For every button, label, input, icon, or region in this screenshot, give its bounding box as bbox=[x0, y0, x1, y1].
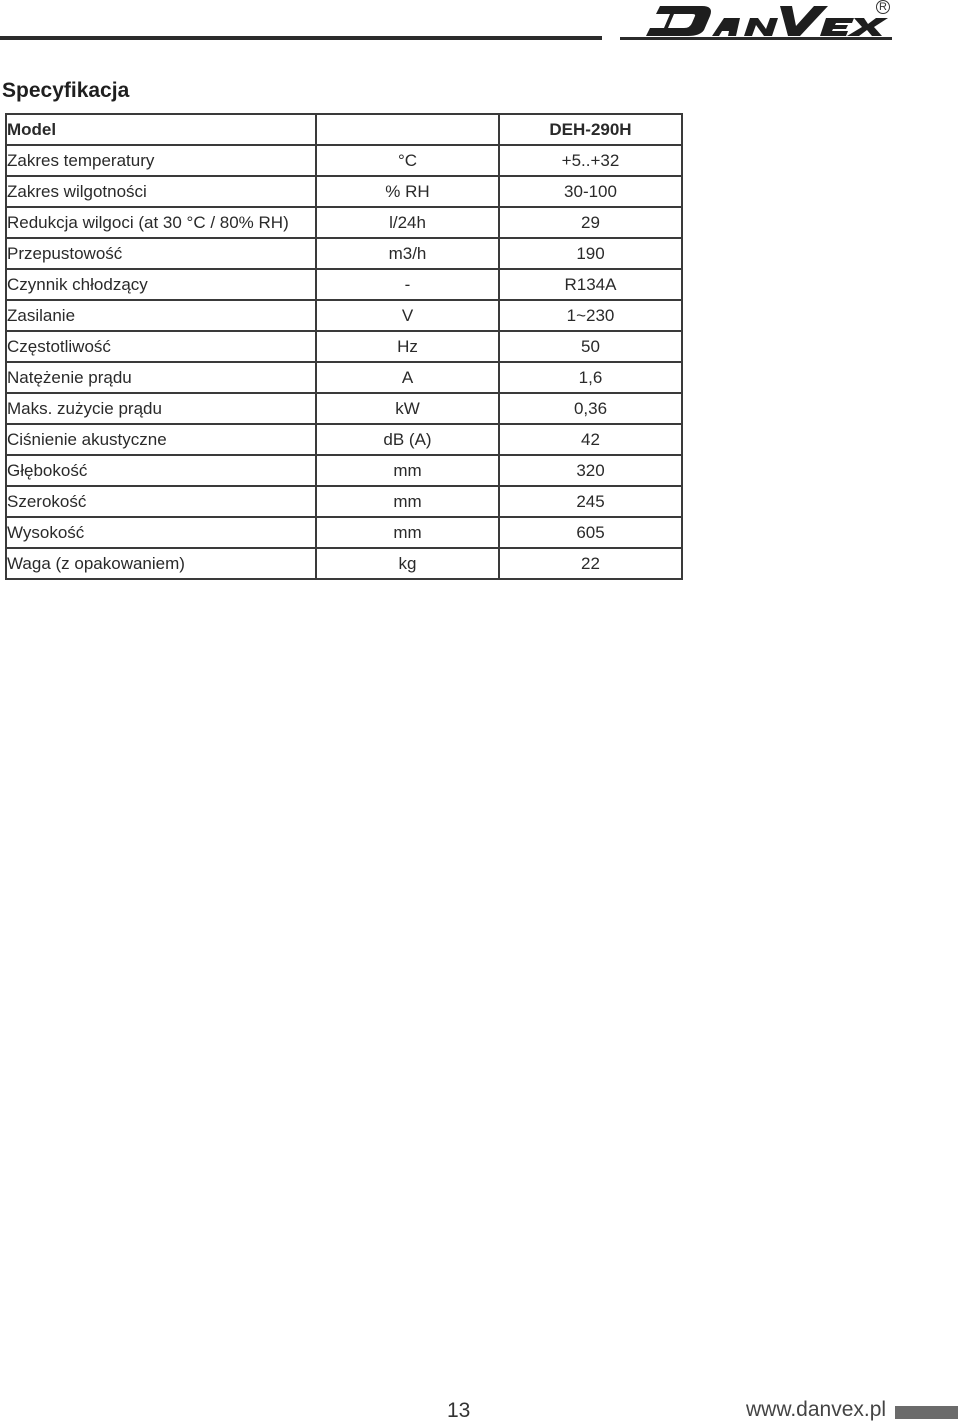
parameter-value: 320 bbox=[499, 455, 682, 486]
table-row bbox=[6, 455, 682, 486]
table-row bbox=[6, 424, 682, 455]
parameter-unit: mm bbox=[316, 455, 499, 486]
table-row bbox=[6, 517, 682, 548]
table-row bbox=[6, 207, 682, 238]
parameter-name: Częstotliwość bbox=[6, 331, 316, 362]
parameter-value: 22 bbox=[499, 548, 682, 579]
table-row bbox=[6, 362, 682, 393]
parameter-unit: mm bbox=[316, 486, 499, 517]
parameter-value: +5..+32 bbox=[499, 145, 682, 176]
parameter-name: Głębokość bbox=[6, 455, 316, 486]
table-row bbox=[6, 238, 682, 269]
table-header-row bbox=[6, 114, 682, 145]
parameter-unit: m3/h bbox=[316, 238, 499, 269]
parameter-unit: °C bbox=[316, 145, 499, 176]
parameter-unit: l/24h bbox=[316, 207, 499, 238]
parameter-unit: dB (A) bbox=[316, 424, 499, 455]
parameter-unit: mm bbox=[316, 517, 499, 548]
parameter-name: Zasilanie bbox=[6, 300, 316, 331]
specification-table bbox=[5, 113, 683, 580]
registered-mark: R bbox=[876, 0, 890, 14]
parameter-unit: % RH bbox=[316, 176, 499, 207]
parameter-name: Redukcja wilgoci (at 30 °C / 80% RH) bbox=[6, 207, 316, 238]
footer-bar bbox=[895, 1406, 958, 1419]
table-row bbox=[6, 486, 682, 517]
header-model-cell: DEH-290H bbox=[499, 114, 682, 145]
parameter-name: Wysokość bbox=[6, 517, 316, 548]
table-row bbox=[6, 176, 682, 207]
parameter-name: Natężenie prądu bbox=[6, 362, 316, 393]
parameter-name: Zakres wilgotności bbox=[6, 176, 316, 207]
table-row bbox=[6, 548, 682, 579]
parameter-value: 1,6 bbox=[499, 362, 682, 393]
parameter-value: 50 bbox=[499, 331, 682, 362]
parameter-value: 30-100 bbox=[499, 176, 682, 207]
parameter-name: Waga (z opakowaniem) bbox=[6, 548, 316, 579]
parameter-value: R134A bbox=[499, 269, 682, 300]
parameter-value: 42 bbox=[499, 424, 682, 455]
parameter-value: 29 bbox=[499, 207, 682, 238]
danvex-logo bbox=[640, 2, 892, 40]
parameter-name: Maks. zużycie prądu bbox=[6, 393, 316, 424]
parameter-unit: A bbox=[316, 362, 499, 393]
parameter-unit: kW bbox=[316, 393, 499, 424]
parameter-name: Przepustowość bbox=[6, 238, 316, 269]
parameter-unit: Hz bbox=[316, 331, 499, 362]
parameter-unit: - bbox=[316, 269, 499, 300]
page-number: 13 bbox=[447, 1399, 471, 1422]
table-row bbox=[6, 269, 682, 300]
parameter-name: Czynnik chłodzący bbox=[6, 269, 316, 300]
table-row bbox=[6, 393, 682, 424]
parameter-value: 605 bbox=[499, 517, 682, 548]
parameter-value: 0,36 bbox=[499, 393, 682, 424]
parameter-unit: kg bbox=[316, 548, 499, 579]
parameter-value: 190 bbox=[499, 238, 682, 269]
table-row bbox=[6, 145, 682, 176]
parameter-name: Ciśnienie akustyczne bbox=[6, 424, 316, 455]
header-name-cell: Model bbox=[6, 114, 316, 145]
parameter-unit: V bbox=[316, 300, 499, 331]
table-row bbox=[6, 331, 682, 362]
header-unit-cell bbox=[316, 114, 499, 145]
header-rule bbox=[0, 36, 602, 40]
parameter-value: 1~230 bbox=[499, 300, 682, 331]
parameter-name: Zakres temperatury bbox=[6, 145, 316, 176]
website-url: www.danvex.pl bbox=[746, 1398, 887, 1421]
parameter-name: Szerokość bbox=[6, 486, 316, 517]
table-row bbox=[6, 300, 682, 331]
section-title: Specyfikacja bbox=[2, 79, 130, 102]
parameter-value: 245 bbox=[499, 486, 682, 517]
